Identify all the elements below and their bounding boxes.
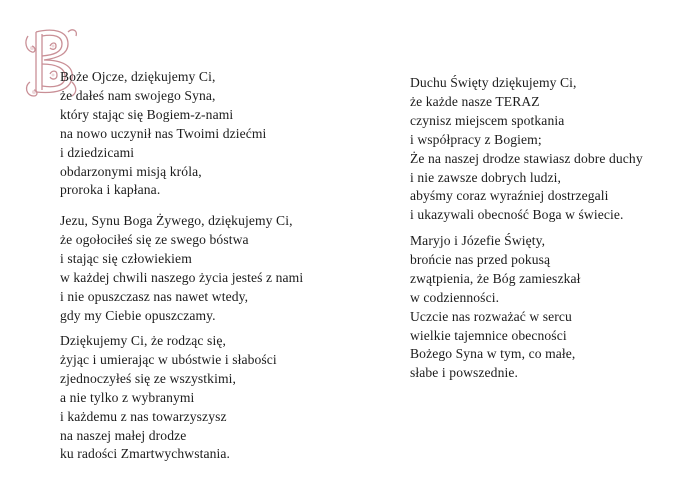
text-line: a nie tylko z wybranymi: [60, 389, 195, 405]
stanza-thanksgiving: [60, 332, 277, 464]
text-line: Boże Ojcze, dziękujemy Ci,: [60, 69, 216, 84]
text-line: słabe i powszednie.: [410, 365, 518, 381]
text-line: w każdej chwili naszego życia jesteś z nami: [60, 269, 304, 285]
text-line: obdarzonymi misją króla,: [60, 163, 202, 179]
text-line: w codzienności.: [410, 289, 500, 305]
text-line: który stając się Bogiem-z-nami: [60, 106, 234, 122]
stanza-god-father: [60, 68, 266, 200]
text-line: brońcie nas przed pokusą: [410, 251, 551, 267]
text-line: na naszej małej drodze: [60, 427, 187, 443]
stanza-mary-joseph: [410, 232, 580, 383]
text-line: czynisz miejscem spotkania: [410, 112, 565, 128]
text-line: Że na naszej drodze stawiasz dobre duchy: [410, 150, 643, 166]
text-line: abyśmy coraz wyraźniej dostrzegali: [410, 188, 609, 204]
text-line: że dałeś nam swojego Syna,: [60, 87, 216, 103]
text-line: Uczcie nas rozważać w sercu: [410, 308, 572, 324]
text-line: i współpracy z Bogiem;: [410, 131, 542, 147]
text-line: wielkie tajemnice obecności: [410, 327, 567, 343]
text-line: na nowo uczynił nas Twoimi dziećmi: [60, 125, 267, 141]
text-line: żyjąc i umierając w ubóstwie i słabości: [60, 351, 277, 367]
text-line: zwątpienia, że Bóg zamieszkał: [410, 270, 581, 286]
text-line: Bożego Syna w tym, co małe,: [410, 346, 576, 362]
stanza-jesus: [60, 212, 303, 325]
text-line: że każde nasze TERAZ: [410, 93, 540, 109]
text-line: proroka i kapłana.: [60, 182, 161, 198]
text-line: i nie zawsze dobrych ludzi,: [410, 169, 562, 185]
text-line: i dziedzicami: [60, 144, 135, 160]
text-line: Duchu Święty dziękujemy Ci,: [410, 75, 577, 90]
text-line: ku radości Zmartwychwstania.: [60, 446, 231, 462]
text-line: że ogołociłeś się ze swego bóstwa: [60, 231, 249, 247]
text-line: Maryjo i Józefie Święty,: [410, 233, 546, 248]
stanza-holy-spirit: [410, 74, 643, 225]
text-line: i nie opuszczasz nas nawet wtedy,: [60, 288, 249, 304]
text-line: i ukazywali obecność Boga w świecie.: [410, 207, 624, 223]
text-line: Dziękujemy Ci, że rodząc się,: [60, 333, 226, 348]
text-line: i stając się człowiekiem: [60, 250, 192, 266]
text-line: gdy my Ciebie opuszczamy.: [60, 307, 216, 323]
text-line: zjednoczyłeś się ze wszystkimi,: [60, 370, 236, 386]
text-line: i każdemu z nas towarzyszysz: [60, 408, 227, 424]
text-line: Jezu, Synu Boga Żywego, dziękujemy Ci,: [60, 213, 293, 228]
